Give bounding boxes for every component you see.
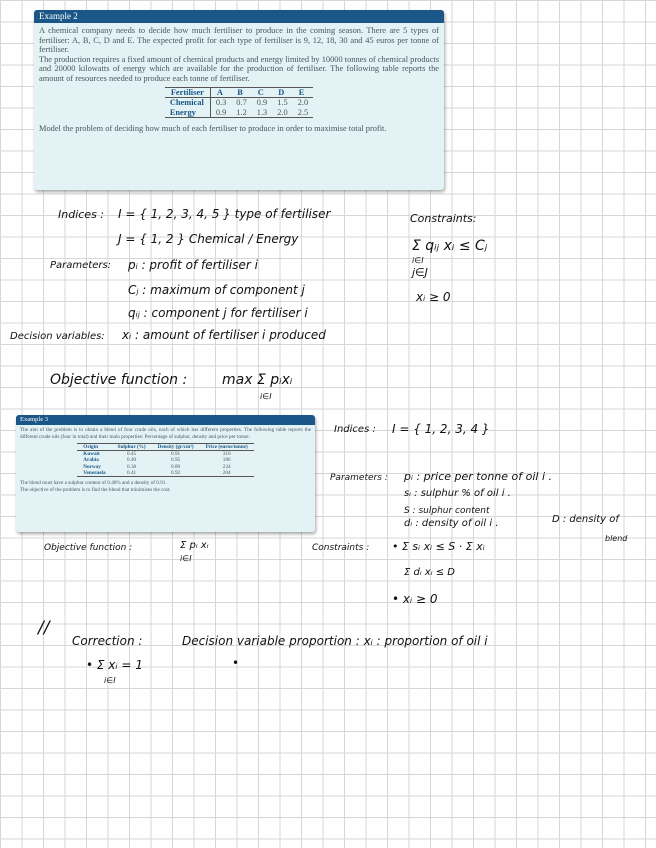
table-header: Origin [77,444,111,451]
example-3-paragraph-3: The objective of the problem is to find the blend that minimises the cost. [20,486,171,493]
table-cell: 310 [222,451,231,458]
table-cell: 0.40 [127,457,137,464]
example-3-paragraph-1: The aim of the problem is to obtain a blend of four crude oils, each of which has different properties. The following table reports the different crude oils (four in total) and their main properties: Percentage of sulphur, density and price per tonne: [20,427,311,440]
objective-function-text-2: Σ pᵢ xᵢ [180,540,209,551]
fertiliser-table [165,87,313,119]
constraint-2-3: • xᵢ ≥ 0 [392,592,438,606]
parameter-1: pᵢ : profit of fertiliser i [128,258,258,272]
correction-label: Correction : [72,634,143,648]
table-header: C [252,87,272,98]
constraint-3: xᵢ ≥ 0 [416,290,451,304]
correction-equation: • Σ xᵢ = 1 [86,658,143,672]
table-cell: 0.38 [127,463,137,470]
indices-label: Indices : [58,208,105,221]
parameter-2-3: S : sulphur content [404,506,490,516]
example-2-body [34,23,444,134]
separator-mark: // [38,618,50,638]
table-cell: 234 [222,463,231,470]
example-2-paragraph-2: The production requires a fixed amount of chemical products and energy limited by 10000 tonnes of chemical products and 20000 kilowatts of energy which are available for the production of fertiliser. The following table reports the amount of resources needed to produce each tonne of fertiliser. [39,54,439,83]
parameters-label: Parameters: [50,260,112,271]
constraints-label-2: Constraints : [312,543,370,553]
constraint-1: Σ qᵢⱼ xᵢ ≤ Cⱼ [412,238,488,254]
parameter-3: qᵢⱼ : component j for fertiliser i [128,306,308,320]
table-cell: 0.3 [215,98,227,108]
correction-text: Decision variable proportion : xᵢ : proportion of oil i [182,634,488,648]
example-3-body [16,425,315,493]
example-2-box [34,10,444,190]
table-cell: 0.45 [127,451,137,458]
table-cell: Venezuela [77,470,111,477]
indices-line-2: J = { 1, 2 } Chemical / Energy [118,232,299,246]
table-header: Density (gr/cm³) [152,444,200,451]
constraint-2-1: • Σ sᵢ xᵢ ≤ S · Σ xᵢ [392,540,485,553]
table-cell: 2.5 [293,108,313,118]
table-row [77,451,253,458]
parameter-2: Cⱼ : maximum of component j [128,283,305,297]
table-cell: 1.5 [277,98,288,108]
parameter-2-5b: blend [605,534,628,543]
table-cell: 0.95 [171,457,181,464]
table-header: D [272,87,292,98]
objective-function-text: max Σ pᵢxᵢ [222,372,293,388]
example-2-title: Example 2 [34,10,444,23]
table-header: B [231,87,251,98]
table-row [165,98,313,108]
indices-text-2: I = { 1, 2, 3, 4 } [392,422,490,436]
table-cell: 2.0 [297,98,309,108]
table-cell: 0.9 [210,108,231,118]
constraint-2: j∈J [412,266,428,279]
crude-oil-table [77,443,253,477]
table-cell: 1.2 [231,108,251,118]
table-cell: 1.3 [252,108,272,118]
example-3-title: Example 3 [16,415,315,425]
indices-label-2: Indices : [334,424,376,435]
table-cell: Arabia [83,457,99,464]
parameter-2-5a: D : density of [552,514,619,525]
objective-function-subscript: i∈I [260,392,272,401]
table-cell: Energy [165,108,211,118]
correction-bullet: • [232,656,240,670]
indices-line-1: I = { 1, 2, 3, 4, 5 } type of fertiliser [118,207,331,221]
table-cell: 186 [222,457,231,464]
decision-variables-label: Decision variables: [10,331,105,342]
table-header: Sulphur (%) [112,444,152,451]
table-cell: 0.9 [256,98,268,108]
table-cell: 0.41 [112,470,152,477]
table-header: Fertiliser [165,87,211,98]
parameter-2-4: dᵢ : density of oil i . [404,518,499,529]
table-row [77,470,253,477]
table-cell: 0.7 [236,98,247,108]
example-3-paragraph-2: The blend must have a sulphur content of 0.40% and a density of 0.91. [20,480,167,487]
constraint-1-subscript: i∈I [412,256,424,265]
example-2-paragraph-1: A chemical company needs to decide how much fertiliser to produce in the coming season. There are 5 types of fertiliser: A, B, C, D and E. The expected profit for each type of fertiliser is 9, 12, 18, 30 and 45 euros per tonne of fertiliser. [39,26,439,55]
table-cell: 2.0 [272,108,292,118]
objective-function-label-2: Objective function : [44,543,133,553]
example-2-paragraph-3: Model the problem of deciding how much of each fertiliser to produce in order to maximise total profit. [39,124,387,134]
table-cell: Kuwait [83,451,100,458]
table-cell: Norway [83,463,101,470]
table-cell: 204 [200,470,254,477]
table-header: Price (euros/tonne) [200,444,254,451]
table-cell: 0.92 [152,470,200,477]
objective-function-subscript-2: i∈I [180,554,192,563]
table-cell: 0.91 [171,451,181,458]
constraint-2-2: Σ dᵢ xᵢ ≤ D [404,567,455,578]
objective-function-label: Objective function : [50,372,188,388]
table-cell: 0.89 [171,463,181,470]
parameters-label-2: Parameters : [330,473,388,483]
table-cell: Chemical [165,98,211,108]
constraints-label: Constraints: [410,212,477,225]
table-header: E [293,87,313,98]
table-header: A [210,87,231,98]
parameter-2-2: sᵢ : sulphur % of oil i . [404,488,511,499]
example-3-box [16,415,315,532]
table-row [165,108,313,118]
decision-variables-text: xᵢ : amount of fertiliser i produced [122,328,326,342]
correction-equation-subscript: i∈I [104,676,116,685]
parameter-2-1: pᵢ : price per tonne of oil i . [404,470,553,483]
